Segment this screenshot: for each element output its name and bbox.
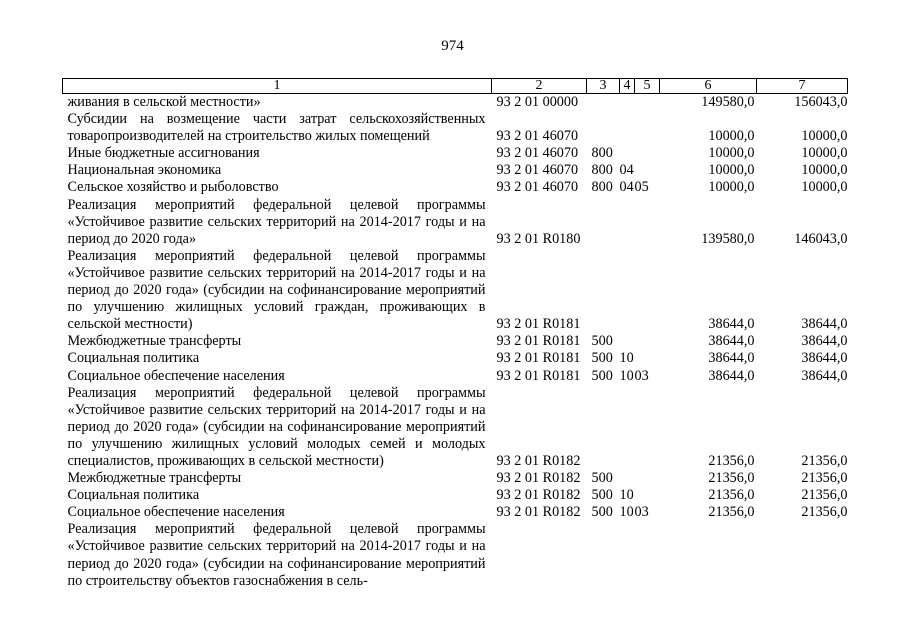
table-row	[63, 350, 848, 367]
row-value-col7: 10000,0	[801, 145, 848, 162]
row-group: 800	[591, 179, 613, 196]
row-value-col6	[660, 521, 757, 589]
row-code	[492, 521, 587, 589]
row-value-col6: 38644,0	[708, 333, 755, 350]
header-col-3: 3	[587, 79, 620, 94]
row-subsection	[635, 248, 660, 333]
row-group	[587, 94, 620, 112]
header-col-1: 1	[63, 79, 492, 94]
row-section	[620, 248, 635, 333]
row-name: Социальная политика	[67, 350, 200, 367]
row-subsection	[635, 487, 660, 504]
row-value-col7: 21356,0	[801, 470, 848, 487]
row-code: 93 2 01 R0182	[496, 452, 581, 469]
row-subsection: 03	[634, 367, 649, 384]
row-group: 800	[591, 162, 613, 179]
row-section: 04	[619, 179, 634, 196]
header-col-6: 6	[660, 79, 757, 94]
row-code: 93 2 01 46070	[496, 145, 579, 162]
row-subsection	[635, 111, 660, 145]
row-value-col6: 149580,0	[701, 94, 755, 110]
row-name: Социальное обеспечение населения	[67, 504, 285, 521]
table-row	[63, 111, 848, 145]
row-name: Межбюджетные трансферты	[67, 333, 242, 350]
row-name: Социальная политика	[67, 487, 200, 504]
row-section	[620, 333, 635, 350]
row-value-col6: 21356,0	[708, 504, 755, 521]
header-col-2: 2	[492, 79, 587, 94]
row-section: 10	[619, 367, 634, 384]
row-group	[587, 385, 620, 470]
row-value-col6: 38644,0	[708, 350, 755, 367]
row-subsection	[635, 333, 660, 350]
row-group: 500	[591, 470, 613, 487]
table-row	[63, 333, 848, 350]
row-name: Иные бюджетные ассигнования	[67, 145, 260, 162]
row-value-col6: 21356,0	[708, 452, 755, 469]
row-group: 500	[591, 350, 613, 367]
budget-table	[62, 78, 848, 590]
row-code: 93 2 01 R0181	[496, 367, 581, 384]
row-value-col7: 38644,0	[801, 333, 848, 350]
header-row	[63, 79, 848, 94]
table-row	[63, 470, 848, 487]
table-row	[63, 179, 848, 196]
row-section	[620, 385, 635, 470]
row-name: Реализация мероприятий федеральной целевой программы «Устойчивое развитие сельских территорий на 2014-2017 годы и на период до 2020 года» (субсидии на софинансирование мероприятий по строительству объектов газоснабжения в сель-	[67, 521, 486, 589]
table-row	[63, 504, 848, 521]
row-value-col6: 10000,0	[708, 128, 755, 145]
row-code: 93 2 01 46070	[496, 179, 579, 196]
table-header	[63, 79, 848, 94]
row-group	[587, 197, 620, 248]
row-value-col6: 139580,0	[701, 230, 755, 247]
row-section: 10	[619, 350, 634, 367]
row-value-col7: 156043,0	[794, 94, 848, 110]
table-row	[63, 521, 848, 589]
row-section	[620, 94, 635, 112]
row-group: 500	[591, 504, 613, 521]
row-name: Реализация мероприятий федеральной целевой программы «Устойчивое развитие сельских территорий на 2014-2017 годы и на период до 2020 года» (субсидии на софинансирование мероприятий по улучшению жилищных условий граждан, проживающих в сельской местности)	[67, 247, 486, 333]
row-section	[620, 145, 635, 162]
row-subsection	[635, 470, 660, 487]
row-value-col7: 10000,0	[801, 179, 848, 196]
row-value-col7: 21356,0	[801, 452, 848, 469]
row-value-col7: 21356,0	[801, 504, 848, 521]
row-code: 93 2 01 R0182	[496, 504, 581, 521]
row-name: Сельское хозяйство и рыболовство	[67, 179, 279, 196]
row-code: 93 2 01 R0181	[496, 350, 581, 367]
row-section	[620, 111, 635, 145]
row-value-col7: 146043,0	[794, 230, 848, 247]
row-value-col7: 38644,0	[801, 367, 848, 384]
row-value-col7: 10000,0	[801, 162, 848, 179]
table-row	[63, 248, 848, 333]
row-section: 10	[619, 504, 634, 521]
row-section: 04	[619, 162, 634, 179]
row-name: Реализация мероприятий федеральной целевой программы «Устойчивое развитие сельских территорий на 2014-2017 годы и на период до 2020 года»	[67, 196, 486, 247]
table-row	[63, 487, 848, 504]
table-body	[63, 94, 848, 590]
row-code: 93 2 01 00000	[496, 94, 579, 110]
row-subsection	[635, 197, 660, 248]
table-row	[63, 145, 848, 162]
row-code: 93 2 01 R0182	[496, 487, 581, 504]
row-section	[620, 521, 635, 589]
row-name: Социальное обеспечение населения	[67, 367, 285, 384]
row-section: 10	[619, 487, 634, 504]
row-value-col6: 21356,0	[708, 487, 755, 504]
table-row	[63, 385, 848, 470]
row-name: Субсидии на возмещение части затрат сельскохозяйственных товаропроизводителей на строительство жилых помещений	[67, 111, 486, 145]
header-col-7: 7	[757, 79, 848, 94]
row-code: 93 2 01 R0180	[496, 230, 581, 247]
table-row	[63, 197, 848, 248]
row-value-col7: 10000,0	[801, 128, 848, 145]
header-col-5: 5	[635, 79, 660, 94]
row-name: Национальная экономика	[67, 162, 222, 179]
row-subsection	[635, 145, 660, 162]
row-value-col6: 10000,0	[708, 179, 755, 196]
table-row	[63, 162, 848, 179]
row-group	[587, 111, 620, 145]
row-value-col6: 21356,0	[708, 470, 755, 487]
header-col-4: 4	[620, 79, 635, 94]
row-group: 500	[591, 367, 613, 384]
row-name: живания в сельской местности»	[67, 94, 261, 110]
page-number: 974	[441, 38, 464, 54]
row-subsection	[635, 521, 660, 589]
table-row	[63, 94, 848, 112]
row-group: 500	[591, 333, 613, 350]
row-value-col7: 38644,0	[801, 350, 848, 367]
row-value-col7: 21356,0	[801, 487, 848, 504]
row-subsection	[635, 385, 660, 470]
row-section	[620, 470, 635, 487]
row-section	[620, 197, 635, 248]
row-group: 800	[591, 145, 613, 162]
row-group: 500	[591, 487, 613, 504]
row-value-col6: 38644,0	[708, 367, 755, 384]
row-subsection	[635, 162, 660, 179]
row-subsection	[635, 350, 660, 367]
row-value-col6: 10000,0	[708, 145, 755, 162]
row-code: 93 2 01 R0182	[496, 470, 581, 487]
row-subsection	[635, 94, 660, 112]
row-code: 93 2 01 46070	[496, 128, 579, 145]
row-value-col7	[757, 521, 848, 589]
row-subsection: 05	[634, 179, 649, 196]
row-code: 93 2 01 R0181	[496, 316, 581, 333]
row-code: 93 2 01 46070	[496, 162, 579, 179]
row-group	[587, 521, 620, 589]
row-subsection: 03	[634, 504, 649, 521]
row-code: 93 2 01 R0181	[496, 333, 581, 350]
table-row	[63, 368, 848, 385]
row-name: Межбюджетные трансферты	[67, 470, 242, 487]
row-name: Реализация мероприятий федеральной целевой программы «Устойчивое развитие сельских территорий на 2014-2017 годы и на период до 2020 года» (субсидии на софинансирование мероприятий по улучшению жилищных условий молодых семей и молодых специалистов, проживающих в сельской местности)	[67, 384, 486, 469]
row-value-col7: 38644,0	[801, 316, 848, 333]
row-group	[587, 248, 620, 333]
row-value-col6: 10000,0	[708, 162, 755, 179]
row-value-col6: 38644,0	[708, 316, 755, 333]
